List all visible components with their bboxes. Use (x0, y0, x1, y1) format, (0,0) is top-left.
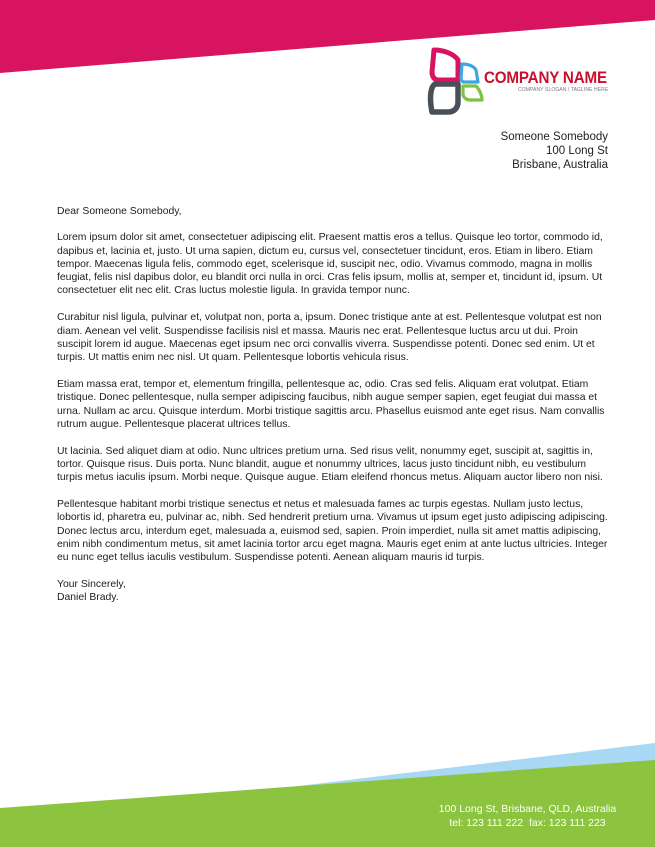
company-name: COMPANY NAME (484, 69, 607, 87)
paragraph-4: Ut lacinia. Sed aliquet diam at odio. Nunc ultrices pretium urna. Sed risus velit, nonummy eget, suscipit at, sagittis in, tortor. Quisque risus. Duis porta. Nunc blandit, augue et nonummy ultrices, lacus justo tincidunt nibh, eu vestibulum turpis metus iaculis ipsum. Morbi neque. Quisque augue. Etiam eleifend rhoncus metus. Aliquam auctor libero non nisi. (57, 445, 603, 484)
paragraph-1: Lorem ipsum dolor sit amet, consectetuer adipiscing elit. Praesent mattis eros a tellus. Quisque leo tortor, commodo id, dapibus et, lacinia et, justo. Ut urna sapien, dictum eu, cursus vel, consectetuer tincidunt, eros. Etiam in libero. Etiam tempor. Maecenas ligula felis, commodo eget, scelerisque id, suscipit nec, odio. Vivamus commodo, magna in mollis feugiat, felis nisl dapibus dolor, eu blandit orci nulla in orci. Cras felis ipsum, mollis at, semper et, tincidunt id, ipsum. Ut consectetuer elit nec elit. Cras luctus molestie ligula. In gravida tempor nunc. (57, 232, 603, 297)
paragraph-3: Etiam massa erat, tempor et, elementum fringilla, pellentesque ac, odio. Cras sed felis. Aliquam erat volutpat. Etiam tristique. Donec pellentesque, nulla semper adipiscing faucibus, nibh augue semper sapien, eget feugiat dui massa et urna. Nullam ac arcu. Quisque interdum. Morbi tristique sagittis arcu. Phasellus euismod ante eget risus. Nam convallis rutrum augue. Pellentesque placerat ultrices tellus. (57, 378, 605, 430)
signature: Daniel Brady. (57, 592, 119, 604)
footer-contact (405, 802, 650, 830)
letter-body (57, 205, 612, 605)
company-logo (424, 46, 614, 118)
four-petal-logo-icon (424, 46, 486, 118)
salutation: Dear Someone Somebody, (57, 206, 182, 217)
recipient-name: Someone Somebody (500, 131, 608, 143)
recipient-city: Brisbane, Australia (512, 159, 608, 171)
recipient-street: 100 Long St (545, 145, 608, 157)
footer-address: 100 Long St, Brisbane, QLD, Australia (438, 803, 617, 815)
paragraph-5: Pellentesque habitant morbi tristique senectus et netus et malesuada fames ac turpis egestas. Nullam justo lectus, lobortis id, pharetra eu, pulvinar ac, nibh. Sed hendrerit pretium urna. Vivamus ut ipsum eget justo adipiscing adipiscing. Donec lectus arcu, interdum eget, malesuada a, euismod sed, sapien. Proin imperdiet, nulla sit amet mattis adipiscing, enim nibh condimentum metus, sit amet lacinia tortor arcu eget magna. Mauris eget enim at ante luctus ultricies. Integer eu nunc eget tellus iaculis vestibulum. Suspendisse potenti. Aenean aliquam mauris id turpis. (57, 499, 608, 564)
paragraph-2: Curabitur nisl ligula, pulvinar et, volutpat non, porta a, ipsum. Donec tristique ante at est. Pellentesque volutpat est non diam. Aenean vel velit. Suspendisse facilisis nisl et massa. Mauris nec erat. Pellentesque luctus arcu ut dui. Proin suscipit lorem id augue. Maecenas eget ipsum nec orci convallis viverra. Suspendisse potenti. Donec sed enim. Ut et turpis. Ut mattis enim nec nisl. Ut quam. Pellentesque lobortis vehicula risus. (57, 312, 602, 364)
closing: Your Sincerely, (57, 579, 126, 591)
recipient-address (501, 130, 608, 172)
company-slogan: COMPANY SLOGAN / TAGLINE HERE (518, 87, 609, 93)
footer-phone-fax: tel: 123 111 222 fax: 123 111 223 (449, 817, 606, 829)
